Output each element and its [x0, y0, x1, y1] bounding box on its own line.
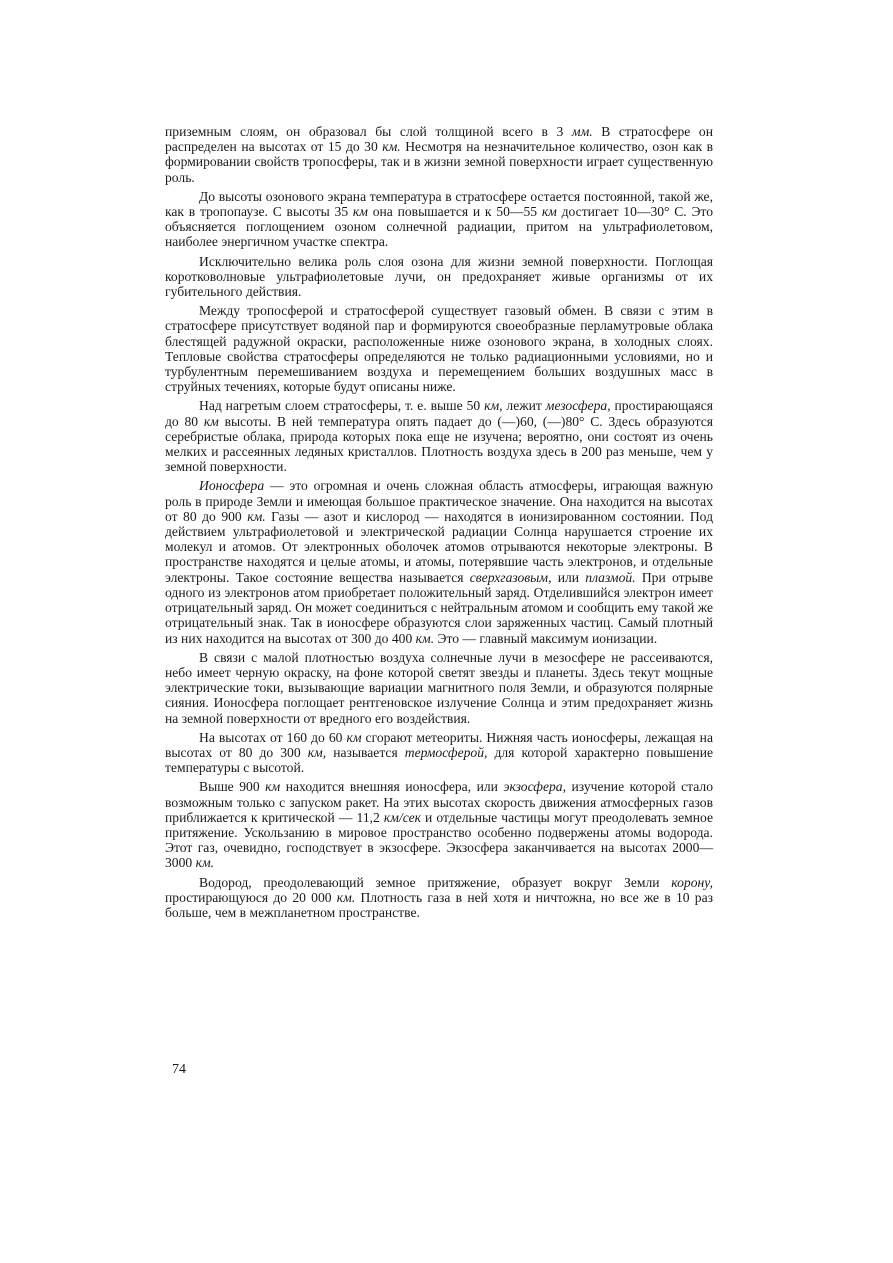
paragraph: Ионосфера — это огромная и очень сложная область атмосферы, играющая важную роль в природе Земли и имеющая большое практическое значение. Она находится на высотах от 80 до 900 км. Газы — азот и кислород — находятся в ионизированном состоянии. Под действием ультрафиолетовой и электрической радиации Солнца нарушается строение их молекул и атомов. От электронных оболочек атомов отрываются некоторые электроны. В пространстве находятся и целые атомы, и атомы, потерявшие часть электронов, и отдельные электроны. Такое состояние вещества называется сверхгазовым, или плазмой. При отрыве одного из электронов атом приобретает положительный заряд. Отделившийся электрон имеет отрицательный заряд. Он может соединиться с нейтральным атомом и сообщить ему такой же отрицательный знак. Так в ионосфере образуются слои заряженных частиц. Самый плотный из них находится на высотах от 300 до 400 км. Это — главный максимум ионизации.: [165, 478, 713, 646]
page-text: [165, 124, 713, 924]
paragraph: Водород, преодолевающий земное притяжение, образует вокруг Земли корону, простирающуюся до 20 000 км. Плотность газа в ней хотя и ничтожна, но все же в 10 раз больше, чем в межпланетном пространстве.: [165, 874, 713, 920]
italic-term: термосферой,: [404, 744, 488, 760]
paragraph: На высотах от 160 до 60 км сгорают метеориты. Нижняя часть ионосферы, лежащая на высотах от 80 до 300 км, называется термосферой, для которой характерно повышение температуры с высотой.: [165, 729, 714, 776]
italic-term: км: [541, 204, 557, 220]
italic-term: плазмой.: [585, 569, 636, 585]
italic-term: км: [203, 413, 219, 429]
italic-term: км.: [247, 508, 266, 524]
paragraph: Исключительно велика роль слоя озона для жизни земной поверхности. Поглощая коротковолновые ультрафиолетовые лучи, он предохраняет живые организмы от их губительного действия.: [165, 253, 713, 300]
paragraph: До высоты озонового экрана температура в стратосфере остается постоянной, такой же, как в тропопаузе. С высоты 35 км она повышается и к 50—55 км достигает 10—30° С. Это объясняется поглощением озоном солнечной радиации, притом на ультрафиолетовом, наиболее энергичном участке спектра.: [165, 188, 713, 250]
paragraph: приземным слоям, он образовал бы слой толщиной всего в 3 мм. В стратосфере он распределен на высотах от 15 до 30 км. Несмотря на незначительное количество, озон как в формировании свойств тропосферы, так и в жизни земной поверхности играет существенную роль.: [165, 124, 713, 185]
italic-term: км.: [382, 139, 401, 155]
paragraph: Выше 900 км находится внешняя ионосфера, или экзосфера, изучение которой стало возможным только с запуском ракет. На этих высотах скорость движения атмосферных газов приближается к критической — 11,2 км/сек и отдельные частицы могут преодолевать земное притяжение. Ускользанию в мировое пространство особенно подвержены атомы водорода. Этот газ, очевидно, господствует в экзосфере. Экзосфера заканчивается на высотах 2000—3000 км.: [165, 779, 713, 871]
italic-term: км: [352, 204, 368, 220]
italic-term: мезосфера,: [545, 398, 611, 414]
paragraph: В связи с малой плотностью воздуха солнечные лучи в мезосфере не рассеиваются, небо имеет черную окраску, на фоне которой светят звезды и планеты. Здесь текут мощные электрические токи, вызывающие вариации магнитного поля Земли, и образуются полярные сияния. Ионосфера поглощает рентгеновское излучение Солнца и этим предохраняет жизнь на земной поверхности от вредного его воздействия.: [165, 649, 713, 726]
italic-term: мм.: [571, 124, 593, 139]
page-number: 74: [172, 1062, 186, 1077]
italic-term: км,: [307, 744, 327, 760]
italic-term: км/сек: [383, 809, 421, 825]
italic-term: км,: [484, 398, 503, 414]
italic-term: км.: [195, 855, 215, 871]
italic-term: км: [346, 729, 362, 745]
italic-term: корону,: [671, 874, 713, 890]
italic-term: Ионосфера: [199, 478, 265, 494]
italic-term: км.: [415, 630, 435, 646]
italic-term: км.: [336, 889, 356, 905]
italic-term: сверхгазовым,: [469, 569, 552, 585]
italic-term: км: [265, 779, 281, 795]
paragraph: Над нагретым слоем стратосферы, т. е. выше 50 км, лежит мезосфера, простирающаяся до 80 км высоты. В ней температура опять падает до (—)60, (—)80° С. Здесь образуются серебристые облака, природа которых пока еще не изучена; вероятно, они состоят из очень мелких и рассеянных ледяных кристаллов. Плотность воздуха здесь в 200 раз меньше, чем у земной поверхности.: [165, 398, 713, 475]
paragraph: Между тропосферой и стратосферой существует газовый обмен. В связи с этим в стратосфере присутствует водяной пар и формируются своеобразные перламутровые облака блестящей радужной окраски, расположенные ниже озонового экрана, в холодных слоях. Тепловые свойства стратосферы определяются не только радиационными условиями, но и турбулентным перемешиванием воздуха и перемещением больших воздушных масс в струйных течениях, которые будут описаны ниже.: [165, 303, 713, 395]
italic-term: экзосфера,: [503, 779, 566, 795]
